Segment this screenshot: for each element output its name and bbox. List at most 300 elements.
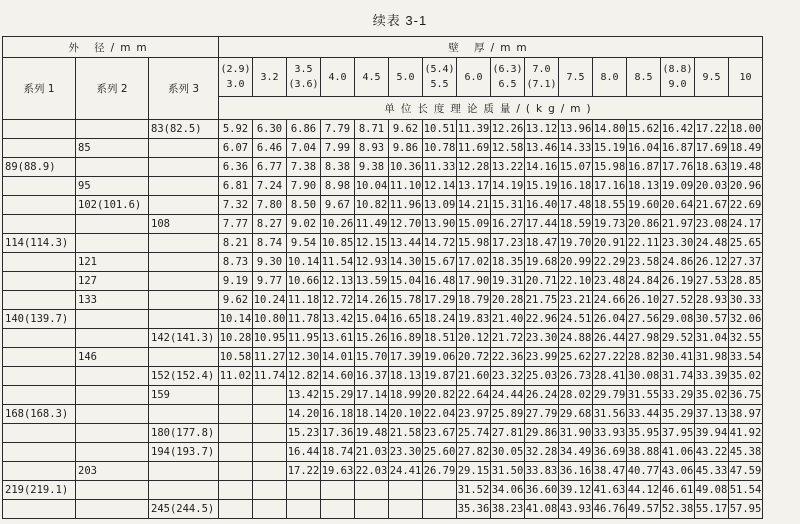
mass-cell: 8.27 <box>253 215 287 234</box>
mass-cell: 15.26 <box>355 329 389 348</box>
mass-cell: 10.14 <box>287 253 321 272</box>
wall-thickness-col-header <box>559 58 593 97</box>
mass-cell: 11.10 <box>389 177 423 196</box>
mass-cell: 30.08 <box>627 367 661 386</box>
table-row <box>3 272 763 291</box>
mass-cell: 22.64 <box>457 386 491 405</box>
mass-cell: 26.24 <box>525 386 559 405</box>
mass-cell: 16.37 <box>355 367 389 386</box>
mass-cell: 23.32 <box>491 367 525 386</box>
mass-cell: 39.94 <box>695 424 729 443</box>
mass-cell: 36.75 <box>729 386 763 405</box>
mass-cell: 15.29 <box>321 386 355 405</box>
mass-cell: 23.21 <box>559 291 593 310</box>
table-row <box>3 310 763 329</box>
mass-cell: 12.14 <box>423 177 457 196</box>
mass-cell: 20.72 <box>457 348 491 367</box>
mass-cell <box>253 481 287 500</box>
mass-cell: 15.19 <box>593 139 627 158</box>
outer-diameter-s2-cell: 121 <box>76 253 149 272</box>
mass-cell <box>389 500 423 519</box>
mass-cell: 26.12 <box>695 253 729 272</box>
mass-cell: 19.63 <box>321 462 355 481</box>
mass-cell: 31.74 <box>661 367 695 386</box>
mass-cell: 52.38 <box>661 500 695 519</box>
mass-cell: 8.50 <box>287 196 321 215</box>
mass-cell: 17.76 <box>661 158 695 177</box>
mass-cell: 27.82 <box>457 443 491 462</box>
mass-cell: 19.06 <box>423 348 457 367</box>
mass-cell: 10.26 <box>321 215 355 234</box>
mass-cell: 9.62 <box>219 291 253 310</box>
wall-thickness-value: 4.0 <box>328 71 347 83</box>
wall-thickness-value: 10 <box>739 71 752 83</box>
mass-cell: 18.00 <box>729 120 763 139</box>
mass-cell: 11.95 <box>287 329 321 348</box>
outer-diameter-s2-cell: 95 <box>76 177 149 196</box>
mass-cell: 35.95 <box>627 424 661 443</box>
wall-thickness-col-header <box>729 58 763 97</box>
mass-cell: 24.17 <box>729 215 763 234</box>
mass-cell: 14.26 <box>355 291 389 310</box>
mass-cell: 10.95 <box>253 329 287 348</box>
mass-cell: 31.50 <box>491 462 525 481</box>
mass-cell <box>287 500 321 519</box>
mass-cell: 17.22 <box>695 120 729 139</box>
mass-cell: 24.84 <box>627 272 661 291</box>
mass-cell: 7.99 <box>321 139 355 158</box>
wall-thickness-value: (8.8) <box>662 64 693 75</box>
mass-cell: 26.73 <box>559 367 593 386</box>
outer-diameter-s3-cell: 83(82.5) <box>149 120 219 139</box>
mass-cell: 7.90 <box>287 177 321 196</box>
mass-cell: 26.79 <box>423 462 457 481</box>
mass-cell: 15.98 <box>457 234 491 253</box>
mass-cell: 46.76 <box>593 500 627 519</box>
outer-diameter-s1-cell: 89(88.9) <box>3 158 76 177</box>
mass-cell: 31.98 <box>695 348 729 367</box>
wall-thickness-value: (7.1) <box>526 79 557 90</box>
mass-cell: 9.19 <box>219 272 253 291</box>
outer-diameter-s2-cell <box>76 424 149 443</box>
mass-cell: 9.67 <box>321 196 355 215</box>
wall-thickness-col-header <box>525 58 559 97</box>
mass-cell: 24.51 <box>559 310 593 329</box>
mass-cell: 11.18 <box>287 291 321 310</box>
wall-thickness-value: 3.2 <box>260 71 279 83</box>
mass-cell: 23.67 <box>423 424 457 443</box>
outer-diameter-s3-cell <box>149 462 219 481</box>
mass-cell: 11.74 <box>253 367 287 386</box>
mass-cell: 33.29 <box>661 386 695 405</box>
wall-thickness-col-header <box>423 58 457 97</box>
outer-diameter-s1-cell <box>3 291 76 310</box>
mass-cell: 19.87 <box>423 367 457 386</box>
wall-thickness-value: 7.5 <box>566 71 585 83</box>
mass-cell: 20.12 <box>457 329 491 348</box>
mass-cell: 9.30 <box>253 253 287 272</box>
outer-diameter-s2-cell <box>76 367 149 386</box>
mass-cell: 17.48 <box>559 196 593 215</box>
mass-cell: 18.47 <box>525 234 559 253</box>
mass-cell: 10.04 <box>355 177 389 196</box>
mass-cell: 30.41 <box>661 348 695 367</box>
mass-cell: 19.48 <box>729 158 763 177</box>
mass-cell: 43.93 <box>559 500 593 519</box>
outer-diameter-s3-cell: 194(193.7) <box>149 443 219 462</box>
mass-cell: 6.07 <box>219 139 253 158</box>
mass-cell: 33.39 <box>695 367 729 386</box>
mass-cell: 17.29 <box>423 291 457 310</box>
steel-pipe-mass-table <box>2 36 763 519</box>
mass-cell: 9.02 <box>287 215 321 234</box>
mass-cell: 21.97 <box>661 215 695 234</box>
mass-cell: 10.66 <box>287 272 321 291</box>
mass-cell: 8.74 <box>253 234 287 253</box>
outer-diameter-s2-cell <box>76 405 149 424</box>
mass-cell: 49.57 <box>627 500 661 519</box>
mass-cell: 14.30 <box>389 253 423 272</box>
outer-diameter-s1-cell <box>3 367 76 386</box>
mass-cell <box>219 500 253 519</box>
mass-cell: 22.36 <box>491 348 525 367</box>
mass-cell: 23.30 <box>661 234 695 253</box>
mass-cell: 33.93 <box>593 424 627 443</box>
mass-cell: 10.36 <box>389 158 423 177</box>
mass-cell: 15.04 <box>355 310 389 329</box>
outer-diameter-s3-cell <box>149 272 219 291</box>
table-row <box>3 462 763 481</box>
wall-thickness-col-header <box>457 58 491 97</box>
table-row <box>3 481 763 500</box>
mass-cell: 22.04 <box>423 405 457 424</box>
mass-cell <box>253 405 287 424</box>
outer-diameter-s2-cell <box>76 443 149 462</box>
outer-diameter-header: 外 径/mm <box>3 37 219 58</box>
wall-thickness-value: (3.6) <box>288 79 319 90</box>
mass-cell: 13.61 <box>321 329 355 348</box>
mass-cell: 18.49 <box>729 139 763 158</box>
mass-cell: 20.96 <box>729 177 763 196</box>
table-body <box>3 120 763 519</box>
mass-cell: 16.87 <box>661 139 695 158</box>
mass-cell: 23.30 <box>389 443 423 462</box>
mass-cell: 55.17 <box>695 500 729 519</box>
mass-cell: 26.04 <box>593 310 627 329</box>
outer-diameter-s2-cell <box>76 158 149 177</box>
mass-cell: 35.29 <box>661 405 695 424</box>
mass-cell: 38.47 <box>593 462 627 481</box>
mass-cell: 12.70 <box>389 215 423 234</box>
mass-cell: 20.03 <box>695 177 729 196</box>
mass-cell: 26.10 <box>627 291 661 310</box>
mass-cell: 41.92 <box>729 424 763 443</box>
mass-cell: 7.38 <box>287 158 321 177</box>
outer-diameter-s2-cell <box>76 120 149 139</box>
table-row <box>3 348 763 367</box>
outer-diameter-s3-cell: 159 <box>149 386 219 405</box>
mass-cell: 21.67 <box>695 196 729 215</box>
mass-cell: 18.99 <box>389 386 423 405</box>
mass-cell: 39.12 <box>559 481 593 500</box>
mass-cell: 15.19 <box>525 177 559 196</box>
mass-cell: 27.53 <box>695 272 729 291</box>
mass-cell: 10.80 <box>253 310 287 329</box>
outer-diameter-s3-cell <box>149 481 219 500</box>
mass-cell: 9.38 <box>355 158 389 177</box>
mass-cell: 6.36 <box>219 158 253 177</box>
mass-cell <box>219 462 253 481</box>
mass-cell: 38.97 <box>729 405 763 424</box>
outer-diameter-s1-cell: 219(219.1) <box>3 481 76 500</box>
mass-cell: 18.59 <box>559 215 593 234</box>
mass-cell: 19.31 <box>491 272 525 291</box>
mass-cell: 20.28 <box>491 291 525 310</box>
mass-cell: 15.78 <box>389 291 423 310</box>
table-row <box>3 329 763 348</box>
outer-diameter-s2-cell <box>76 481 149 500</box>
mass-cell: 17.22 <box>287 462 321 481</box>
mass-cell <box>355 500 389 519</box>
mass-cell: 10.58 <box>219 348 253 367</box>
mass-cell: 34.49 <box>559 443 593 462</box>
mass-cell: 27.56 <box>627 310 661 329</box>
mass-cell: 35.02 <box>695 386 729 405</box>
outer-diameter-s3-cell <box>149 139 219 158</box>
outer-diameter-s1-cell <box>3 139 76 158</box>
mass-cell: 49.08 <box>695 481 729 500</box>
mass-cell: 14.19 <box>491 177 525 196</box>
mass-cell: 25.65 <box>729 234 763 253</box>
table-row <box>3 386 763 405</box>
mass-cell: 11.33 <box>423 158 457 177</box>
mass-cell: 18.79 <box>457 291 491 310</box>
mass-cell: 29.68 <box>559 405 593 424</box>
outer-diameter-s1-cell <box>3 424 76 443</box>
mass-cell: 27.98 <box>627 329 661 348</box>
mass-cell: 16.18 <box>559 177 593 196</box>
mass-cell: 25.60 <box>423 443 457 462</box>
mass-cell: 46.61 <box>661 481 695 500</box>
mass-cell: 19.73 <box>593 215 627 234</box>
table-row <box>3 158 763 177</box>
mass-cell: 25.74 <box>457 424 491 443</box>
mass-cell: 10.24 <box>253 291 287 310</box>
mass-cell: 25.89 <box>491 405 525 424</box>
mass-cell: 24.41 <box>389 462 423 481</box>
outer-diameter-s1-cell <box>3 196 76 215</box>
mass-cell: 57.95 <box>729 500 763 519</box>
mass-cell: 41.63 <box>593 481 627 500</box>
mass-cell: 9.77 <box>253 272 287 291</box>
wall-thickness-col-header <box>593 58 627 97</box>
mass-cell: 7.04 <box>287 139 321 158</box>
mass-cell: 11.39 <box>457 120 491 139</box>
mass-cell: 8.98 <box>321 177 355 196</box>
mass-cell: 31.52 <box>457 481 491 500</box>
outer-diameter-s1-cell <box>3 215 76 234</box>
mass-cell <box>253 443 287 462</box>
mass-cell: 16.48 <box>423 272 457 291</box>
wall-thickness-value: 3.5 <box>294 64 313 75</box>
mass-cell: 7.79 <box>321 120 355 139</box>
wall-thickness-value: 9.5 <box>702 71 721 83</box>
mass-cell: 44.12 <box>627 481 661 500</box>
mass-cell: 31.56 <box>593 405 627 424</box>
wall-thickness-value: 5.5 <box>430 79 449 90</box>
outer-diameter-s1-cell <box>3 348 76 367</box>
mass-cell: 13.22 <box>491 158 525 177</box>
mass-cell: 13.44 <box>389 234 423 253</box>
mass-cell: 34.06 <box>491 481 525 500</box>
mass-cell: 10.82 <box>355 196 389 215</box>
mass-cell: 21.72 <box>491 329 525 348</box>
mass-cell: 33.83 <box>525 462 559 481</box>
wall-thickness-col-header <box>321 58 355 97</box>
mass-cell: 24.66 <box>593 291 627 310</box>
mass-cell <box>423 481 457 500</box>
mass-cell: 41.06 <box>661 443 695 462</box>
series2-header: 系列 2 <box>76 58 149 120</box>
outer-diameter-s2-cell: 203 <box>76 462 149 481</box>
series1-header: 系列 1 <box>3 58 76 120</box>
table-row <box>3 291 763 310</box>
mass-cell: 29.08 <box>661 310 695 329</box>
table-row <box>3 139 763 158</box>
mass-cell: 16.27 <box>491 215 525 234</box>
mass-cell: 6.30 <box>253 120 287 139</box>
wall-thickness-value: 8.0 <box>600 71 619 83</box>
mass-cell: 13.46 <box>525 139 559 158</box>
mass-cell: 13.42 <box>287 386 321 405</box>
mass-cell: 5.92 <box>219 120 253 139</box>
wall-thickness-value: 3.0 <box>226 79 245 90</box>
mass-cell: 23.30 <box>525 329 559 348</box>
mass-cell: 16.87 <box>627 158 661 177</box>
mass-cell: 29.79 <box>593 386 627 405</box>
mass-cell: 16.44 <box>287 443 321 462</box>
table-row <box>3 424 763 443</box>
mass-cell <box>219 481 253 500</box>
wall-thickness-value: 6.0 <box>464 71 483 83</box>
mass-cell: 21.75 <box>525 291 559 310</box>
mass-cell: 20.64 <box>661 196 695 215</box>
outer-diameter-s3-cell <box>149 291 219 310</box>
mass-cell: 27.81 <box>491 424 525 443</box>
mass-cell: 32.28 <box>525 443 559 462</box>
outer-diameter-s2-cell <box>76 215 149 234</box>
mass-cell: 12.26 <box>491 120 525 139</box>
mass-cell: 24.48 <box>695 234 729 253</box>
mass-cell: 19.68 <box>525 253 559 272</box>
mass-cell: 18.35 <box>491 253 525 272</box>
mass-cell: 45.33 <box>695 462 729 481</box>
mass-cell: 16.89 <box>389 329 423 348</box>
mass-cell: 17.02 <box>457 253 491 272</box>
mass-cell: 15.98 <box>593 158 627 177</box>
mass-cell <box>253 462 287 481</box>
mass-cell: 23.58 <box>627 253 661 272</box>
mass-cell: 8.21 <box>219 234 253 253</box>
mass-cell: 30.57 <box>695 310 729 329</box>
wall-thickness-value: (2.9) <box>220 64 251 75</box>
mass-cell <box>219 386 253 405</box>
outer-diameter-s2-cell: 146 <box>76 348 149 367</box>
mass-cell: 33.44 <box>627 405 661 424</box>
mass-cell: 13.09 <box>423 196 457 215</box>
outer-diameter-s3-cell <box>149 310 219 329</box>
mass-cell: 18.24 <box>423 310 457 329</box>
mass-cell: 25.03 <box>525 367 559 386</box>
mass-cell: 14.20 <box>287 405 321 424</box>
outer-diameter-s1-cell <box>3 177 76 196</box>
mass-cell: 11.69 <box>457 139 491 158</box>
mass-cell: 16.04 <box>627 139 661 158</box>
mass-cell: 15.31 <box>491 196 525 215</box>
mass-cell: 8.71 <box>355 120 389 139</box>
mass-cell: 14.01 <box>321 348 355 367</box>
series3-header: 系列 3 <box>149 58 219 120</box>
mass-cell: 45.38 <box>729 443 763 462</box>
mass-cell: 17.90 <box>457 272 491 291</box>
wall-thickness-col-header <box>389 58 423 97</box>
mass-cell: 20.91 <box>593 234 627 253</box>
mass-cell <box>321 481 355 500</box>
outer-diameter-s3-cell: 180(177.8) <box>149 424 219 443</box>
mass-cell: 10.85 <box>321 234 355 253</box>
mass-cell: 19.09 <box>661 177 695 196</box>
outer-diameter-s1-cell <box>3 120 76 139</box>
mass-cell: 51.54 <box>729 481 763 500</box>
mass-cell: 27.37 <box>729 253 763 272</box>
mass-cell: 23.48 <box>593 272 627 291</box>
mass-cell: 22.10 <box>559 272 593 291</box>
mass-cell: 29.86 <box>525 424 559 443</box>
mass-cell <box>253 500 287 519</box>
mass-cell: 6.77 <box>253 158 287 177</box>
outer-diameter-s2-cell <box>76 500 149 519</box>
mass-cell: 14.60 <box>321 367 355 386</box>
wall-thickness-header: 壁 厚/mm <box>219 37 763 58</box>
mass-cell: 11.27 <box>253 348 287 367</box>
mass-cell: 17.39 <box>389 348 423 367</box>
table-row <box>3 234 763 253</box>
mass-cell: 28.82 <box>627 348 661 367</box>
mass-cell: 15.09 <box>457 215 491 234</box>
mass-cell: 8.73 <box>219 253 253 272</box>
mass-cell: 18.13 <box>389 367 423 386</box>
mass-cell: 11.54 <box>321 253 355 272</box>
mass-cell: 9.62 <box>389 120 423 139</box>
mass-cell <box>253 424 287 443</box>
mass-cell: 18.51 <box>423 329 457 348</box>
mass-cell: 15.04 <box>389 272 423 291</box>
mass-cell: 8.38 <box>321 158 355 177</box>
mass-cell: 20.71 <box>525 272 559 291</box>
mass-cell: 7.80 <box>253 196 287 215</box>
table-row <box>3 215 763 234</box>
mass-cell: 33.54 <box>729 348 763 367</box>
mass-cell: 21.03 <box>355 443 389 462</box>
wall-thickness-value: 9.0 <box>668 79 687 90</box>
mass-cell: 14.16 <box>525 158 559 177</box>
mass-cell: 17.23 <box>491 234 525 253</box>
mass-cell: 17.14 <box>355 386 389 405</box>
wall-thickness-col-header <box>491 58 525 97</box>
mass-cell: 29.15 <box>457 462 491 481</box>
mass-cell: 20.86 <box>627 215 661 234</box>
wall-thickness-value: 4.5 <box>362 71 381 83</box>
